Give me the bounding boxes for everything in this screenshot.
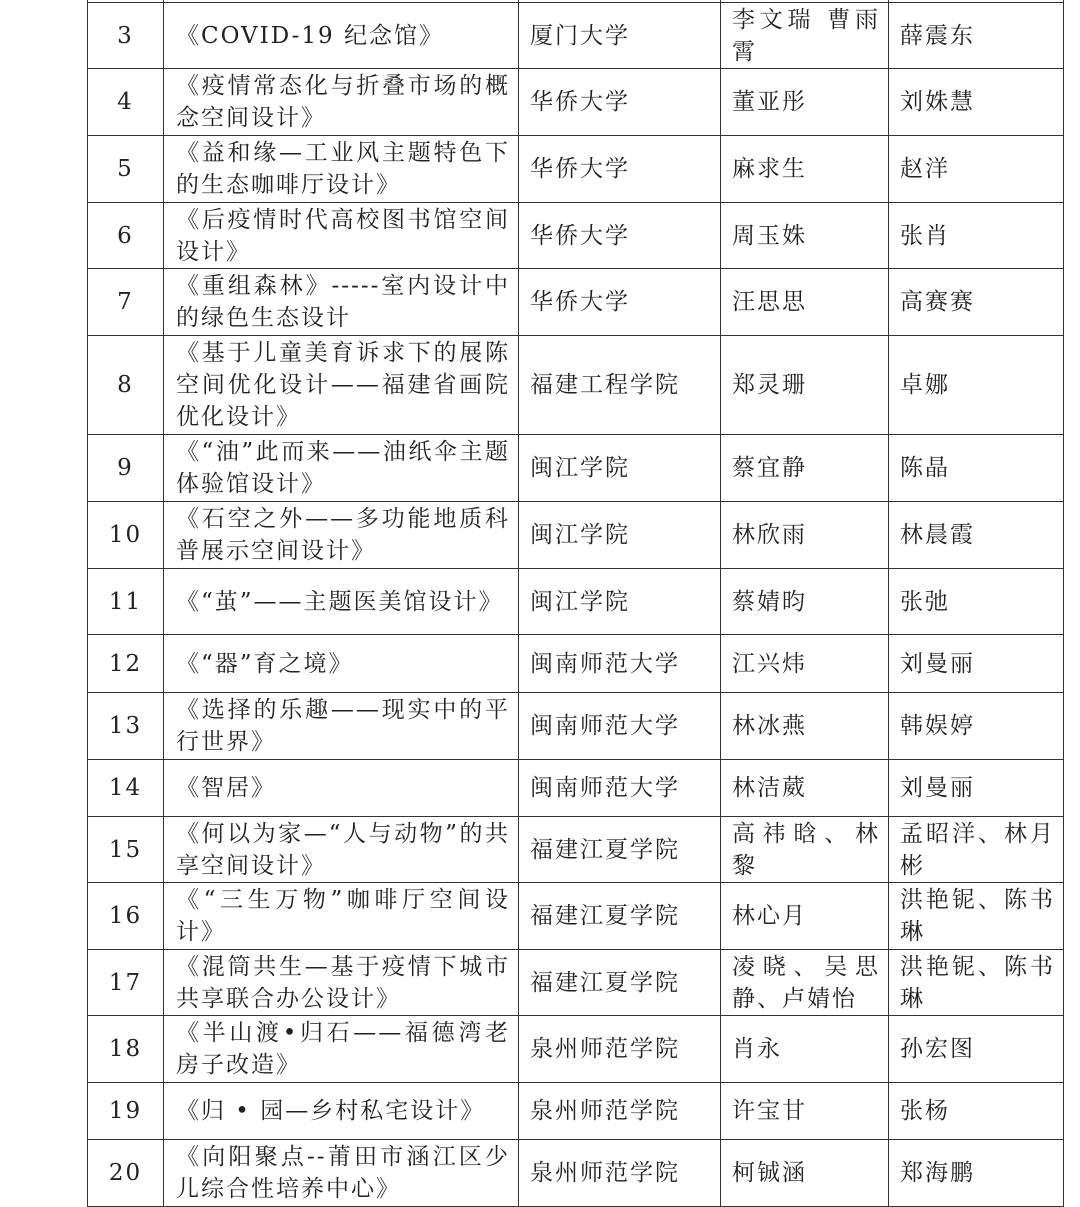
work-title: 《混筒共生—基于疫情下城市共享联合办公设计》 bbox=[164, 950, 519, 1016]
row-number: 10 bbox=[88, 502, 164, 569]
table-row bbox=[88, 1140, 1064, 1207]
advisor-name: 赵洋 bbox=[889, 136, 1064, 203]
table-row bbox=[88, 3, 1064, 69]
row-number: 18 bbox=[88, 1016, 164, 1083]
school-name: 厦门大学 bbox=[519, 3, 721, 69]
row-number: 16 bbox=[88, 883, 164, 950]
table-row bbox=[88, 883, 1064, 950]
school-name: 华侨大学 bbox=[519, 136, 721, 203]
school-name: 华侨大学 bbox=[519, 69, 721, 136]
advisor-name: 刘曼丽 bbox=[889, 760, 1064, 817]
row-number: 15 bbox=[88, 817, 164, 883]
row-number: 3 bbox=[88, 3, 164, 69]
author-name: 肖永 bbox=[721, 1016, 889, 1083]
school-name: 闽江学院 bbox=[519, 502, 721, 569]
advisor-name: 林晨霞 bbox=[889, 502, 1064, 569]
table-row bbox=[88, 203, 1064, 269]
school-name: 福建江夏学院 bbox=[519, 950, 721, 1016]
author-name: 蔡婧昀 bbox=[721, 569, 889, 635]
table-row bbox=[88, 569, 1064, 635]
work-title: 《半山渡•归石——福德湾老房子改造》 bbox=[164, 1016, 519, 1083]
advisor-name: 洪艳铌、陈书琳 bbox=[889, 950, 1064, 1016]
row-number: 11 bbox=[88, 569, 164, 635]
row-number: 9 bbox=[88, 435, 164, 502]
row-number: 6 bbox=[88, 203, 164, 269]
row-number: 5 bbox=[88, 136, 164, 203]
school-name: 泉州师范学院 bbox=[519, 1016, 721, 1083]
row-number: 20 bbox=[88, 1140, 164, 1207]
work-title: 《后疫情时代高校图书馆空间设计》 bbox=[164, 203, 519, 269]
school-name: 福建江夏学院 bbox=[519, 883, 721, 950]
advisor-name: 薛震东 bbox=[889, 3, 1064, 69]
school-name: 华侨大学 bbox=[519, 269, 721, 336]
award-table-body bbox=[88, 0, 1064, 1207]
work-title: 《“三生万物”咖啡厅空间设计》 bbox=[164, 883, 519, 950]
row-number: 8 bbox=[88, 336, 164, 435]
author-name: 林欣雨 bbox=[721, 502, 889, 569]
author-name: 柯铖涵 bbox=[721, 1140, 889, 1207]
row-number: 12 bbox=[88, 635, 164, 693]
work-title: 《智居》 bbox=[164, 760, 519, 817]
row-number: 7 bbox=[88, 269, 164, 336]
work-title: 《重组森林》-----室内设计中的绿色生态设计 bbox=[164, 269, 519, 336]
table-row bbox=[88, 435, 1064, 502]
work-title: 《基于儿童美育诉求下的展陈空间优化设计——福建省画院优化设计》 bbox=[164, 336, 519, 435]
advisor-name: 韩娱婷 bbox=[889, 693, 1064, 760]
table-row bbox=[88, 69, 1064, 136]
school-name: 闽江学院 bbox=[519, 435, 721, 502]
row-number: 4 bbox=[88, 69, 164, 136]
author-name: 林心月 bbox=[721, 883, 889, 950]
table-row bbox=[88, 336, 1064, 435]
advisor-name: 卓娜 bbox=[889, 336, 1064, 435]
author-name: 麻求生 bbox=[721, 136, 889, 203]
school-name: 泉州师范学院 bbox=[519, 1083, 721, 1140]
award-table bbox=[87, 0, 1064, 1207]
author-name: 林冰燕 bbox=[721, 693, 889, 760]
row-number: 14 bbox=[88, 760, 164, 817]
advisor-name: 张弛 bbox=[889, 569, 1064, 635]
row-number: 13 bbox=[88, 693, 164, 760]
work-title: 《何以为家—“人与动物”的共享空间设计》 bbox=[164, 817, 519, 883]
school-name: 闽南师范大学 bbox=[519, 760, 721, 817]
table-row bbox=[88, 950, 1064, 1016]
school-name: 华侨大学 bbox=[519, 203, 721, 269]
table-row bbox=[88, 136, 1064, 203]
advisor-name: 洪艳铌、陈书琳 bbox=[889, 883, 1064, 950]
author-name: 林洁葳 bbox=[721, 760, 889, 817]
author-name: 汪思思 bbox=[721, 269, 889, 336]
author-name: 董亚彤 bbox=[721, 69, 889, 136]
school-name: 闽南师范大学 bbox=[519, 693, 721, 760]
author-name: 高祎晗、林黎 bbox=[721, 817, 889, 883]
table-row bbox=[88, 693, 1064, 760]
work-title: 《向阳聚点--莆田市涵江区少儿综合性培养中心》 bbox=[164, 1140, 519, 1207]
advisor-name: 张杨 bbox=[889, 1083, 1064, 1140]
advisor-name: 刘曼丽 bbox=[889, 635, 1064, 693]
advisor-name: 孟昭洋、林月彬 bbox=[889, 817, 1064, 883]
work-title: 《COVID-19 纪念馆》 bbox=[164, 3, 519, 69]
advisor-name: 高赛赛 bbox=[889, 269, 1064, 336]
advisor-name: 孙宏图 bbox=[889, 1016, 1064, 1083]
author-name: 蔡宜静 bbox=[721, 435, 889, 502]
school-name: 闽江学院 bbox=[519, 569, 721, 635]
table-row bbox=[88, 635, 1064, 693]
work-title: 《“茧”——主题医美馆设计》 bbox=[164, 569, 519, 635]
advisor-name: 郑海鹏 bbox=[889, 1140, 1064, 1207]
table-row bbox=[88, 1016, 1064, 1083]
work-title: 《“器”育之境》 bbox=[164, 635, 519, 693]
author-name: 江兴炜 bbox=[721, 635, 889, 693]
school-name: 泉州师范学院 bbox=[519, 1140, 721, 1207]
table-row bbox=[88, 1083, 1064, 1140]
school-name: 闽南师范大学 bbox=[519, 635, 721, 693]
work-title: 《疫情常态化与折叠市场的概念空间设计》 bbox=[164, 69, 519, 136]
author-name: 许宝甘 bbox=[721, 1083, 889, 1140]
row-number: 19 bbox=[88, 1083, 164, 1140]
author-name: 郑灵珊 bbox=[721, 336, 889, 435]
table-row bbox=[88, 269, 1064, 336]
row-number: 17 bbox=[88, 950, 164, 1016]
advisor-name: 陈晶 bbox=[889, 435, 1064, 502]
author-name: 周玉姝 bbox=[721, 203, 889, 269]
advisor-name: 刘姝慧 bbox=[889, 69, 1064, 136]
school-name: 福建工程学院 bbox=[519, 336, 721, 435]
work-title: 《石空之外——多功能地质科普展示空间设计》 bbox=[164, 502, 519, 569]
work-title: 《益和缘—工业风主题特色下的生态咖啡厅设计》 bbox=[164, 136, 519, 203]
author-name: 凌晓、吴思静、卢婧怡 bbox=[721, 950, 889, 1016]
work-title: 《归 • 园—乡村私宅设计》 bbox=[164, 1083, 519, 1140]
author-name: 李文瑞 曹雨霄 bbox=[721, 3, 889, 69]
table-row bbox=[88, 502, 1064, 569]
school-name: 福建江夏学院 bbox=[519, 817, 721, 883]
work-title: 《“油”此而来——油纸伞主题体验馆设计》 bbox=[164, 435, 519, 502]
work-title: 《选择的乐趣——现实中的平行世界》 bbox=[164, 693, 519, 760]
advisor-name: 张肖 bbox=[889, 203, 1064, 269]
table-row bbox=[88, 760, 1064, 817]
table-row bbox=[88, 817, 1064, 883]
